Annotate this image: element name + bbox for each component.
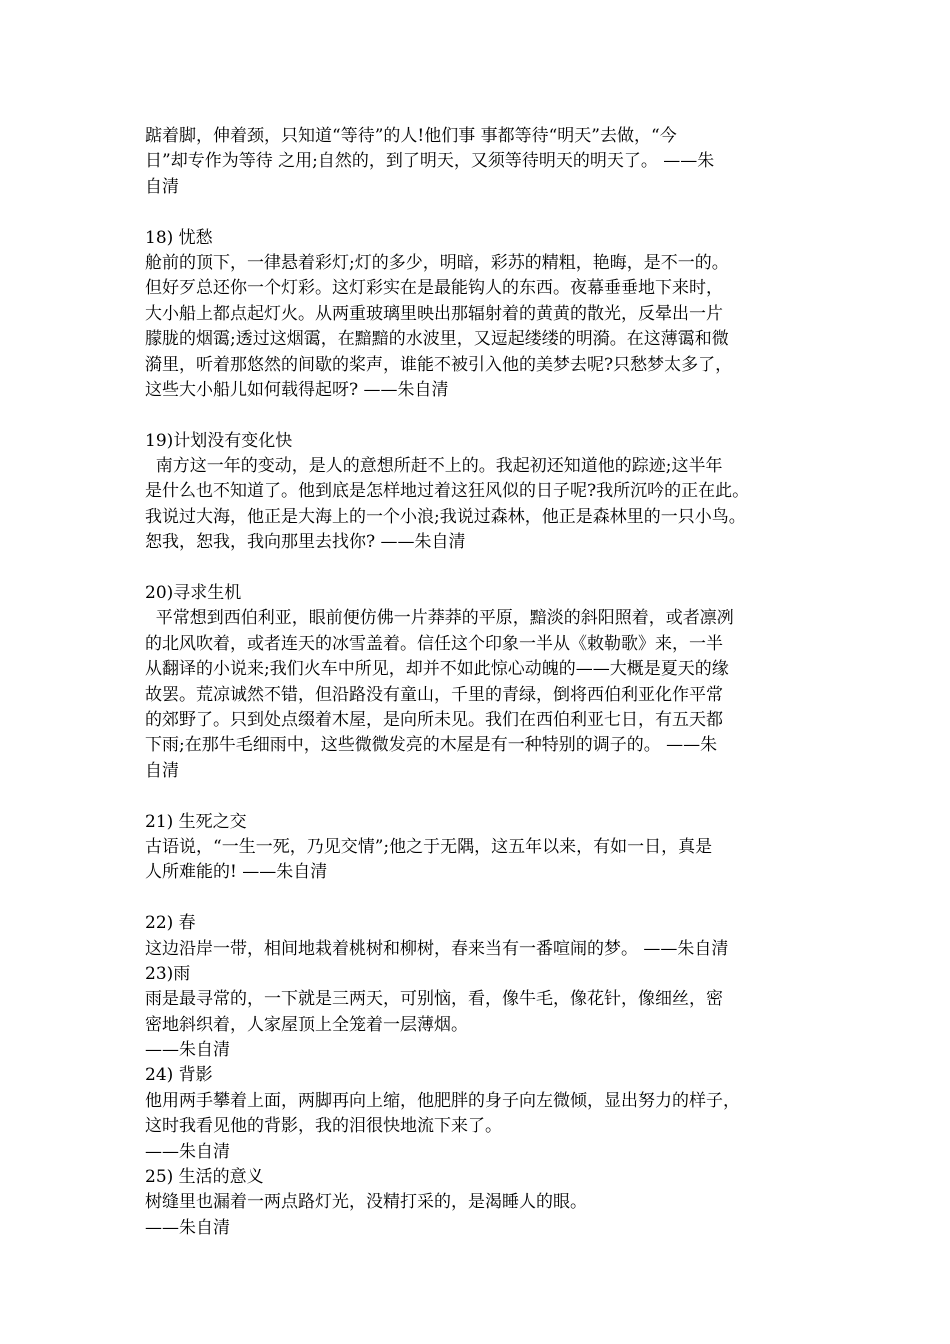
section-19 (145, 429, 820, 556)
text-line: 恕我，恕我，我向那里去找你? ——朱自清 (145, 532, 466, 553)
section-title: 24) 背影 (145, 1065, 213, 1086)
text-line: ——朱自清 (145, 1217, 230, 1238)
section-title: 22) 春 (145, 913, 196, 934)
text-line: 我说过大海，他正是大海上的一个小浪;我说过森林，他正是森林里的一只小鸟。 (145, 506, 746, 527)
section-title: 20)寻求生机 (145, 583, 242, 604)
text-line: 密地斜织着，人家屋顶上全笼着一层薄烟。 (145, 1014, 468, 1035)
text-line: 大小船上都点起灯火。从两重玻璃里映出那辐射着的黄黄的散光，反晕出一片 (145, 303, 723, 324)
section-24 (145, 1063, 820, 1165)
blank-line (145, 403, 820, 428)
section-title: 25) 生活的意义 (145, 1167, 264, 1188)
text-line: 树缝里也漏着一两点路灯光，没精打采的，是渴睡人的眼。 (145, 1192, 587, 1213)
section-title: 23)雨 (145, 963, 191, 984)
intro-section (145, 124, 820, 200)
text-line: 雨是最寻常的，一下就是三两天，可别恼，看，像牛毛，像花针，像细丝，密 (145, 989, 723, 1010)
section-title: 21) 生死之交 (145, 811, 247, 832)
text-line: 下雨;在那牛毛细雨中，这些微微发亮的木屋是有一种特别的调子的。 ——朱 (145, 735, 718, 756)
text-line: 舱前的顶下，一律悬着彩灯;灯的多少，明暗，彩苏的精粗，艳晦，是不一的。 (145, 252, 729, 273)
section-21 (145, 810, 820, 886)
text-line: 古语说，“一生一死，乃见交情”;他之于无隅，这五年以来，有如一日，真是 (145, 836, 713, 857)
text-line: 故罢。荒凉诚然不错，但沿路没有童山，千里的青绿，倒将西伯利亚化作平常 (145, 684, 723, 705)
text-line: 但好歹总还你一个灯彩。这灯彩实在是最能钩人的东西。夜幕垂垂地下来时， (145, 278, 723, 299)
text-line: 自清 (145, 176, 179, 197)
text-line: 平常想到西伯利亚，眼前便仿佛一片莽莽的平原，黯淡的斜阳照着，或者凛冽 (145, 608, 734, 629)
section-25 (145, 1165, 820, 1241)
text-line: 日”却专作为等待 之用;自然的，到了明天，又须等待明天的明天了。 ——朱 (145, 151, 715, 172)
blank-line (145, 556, 820, 581)
section-22 (145, 911, 820, 962)
blank-line (145, 784, 820, 809)
text-line: 的北风吹着，或者连天的冰雪盖着。信任这个印象一半从《敕勒歌》来，一半 (145, 633, 723, 654)
text-line: 这边沿岸一带，相间地栽着桃树和柳树，春来当有一番喧闹的梦。 ——朱自清 (145, 938, 729, 959)
section-18 (145, 226, 820, 404)
text-line: ——朱自清 (145, 1141, 230, 1162)
text-line: 漪里，听着那悠然的间歇的桨声，谁能不被引入他的美梦去呢?只愁梦太多了， (145, 354, 733, 375)
section-title: 19)计划没有变化快 (145, 430, 293, 451)
document-body (145, 124, 820, 1241)
text-line: 这些大小船儿如何载得起呀? ——朱自清 (145, 379, 449, 400)
text-line: 南方这一年的变动，是人的意想所赶不上的。我起初还知道他的踪迹;这半年 (145, 456, 723, 477)
text-line: ——朱自清 (145, 1040, 230, 1061)
text-line: 他用两手攀着上面，两脚再向上缩，他肥胖的身子向左微倾，显出努力的样子， (145, 1090, 740, 1111)
text-line: 人所难能的! ——朱自清 (145, 862, 328, 883)
text-line: 从翻译的小说来;我们火车中所见，却并不如此惊心动魄的——大概是夏天的缘 (145, 659, 729, 680)
blank-line (145, 200, 820, 225)
section-title: 18) 忧愁 (145, 227, 213, 248)
text-line: 踮着脚，伸着颈，只知道“等待”的人!他们事 事都等待“明天”去做，“今 (145, 126, 677, 146)
blank-line (145, 886, 820, 911)
text-line: 的郊野了。只到处点缀着木屋，是向所未见。我们在西伯利亚七日，有五天都 (145, 709, 723, 730)
text-line: 是什么也不知道了。他到底是怎样地过着这狂风似的日子呢?我所沉吟的正在此。 (145, 481, 750, 502)
text-line: 这时我看见他的背影，我的泪很快地流下来了。 (145, 1116, 502, 1137)
text-line: 自清 (145, 760, 179, 781)
text-line: 朦胧的烟霭;透过这烟霭，在黯黯的水波里，又逗起缕缕的明漪。在这薄霭和微 (145, 329, 729, 350)
section-23 (145, 962, 820, 1064)
section-20 (145, 581, 820, 784)
